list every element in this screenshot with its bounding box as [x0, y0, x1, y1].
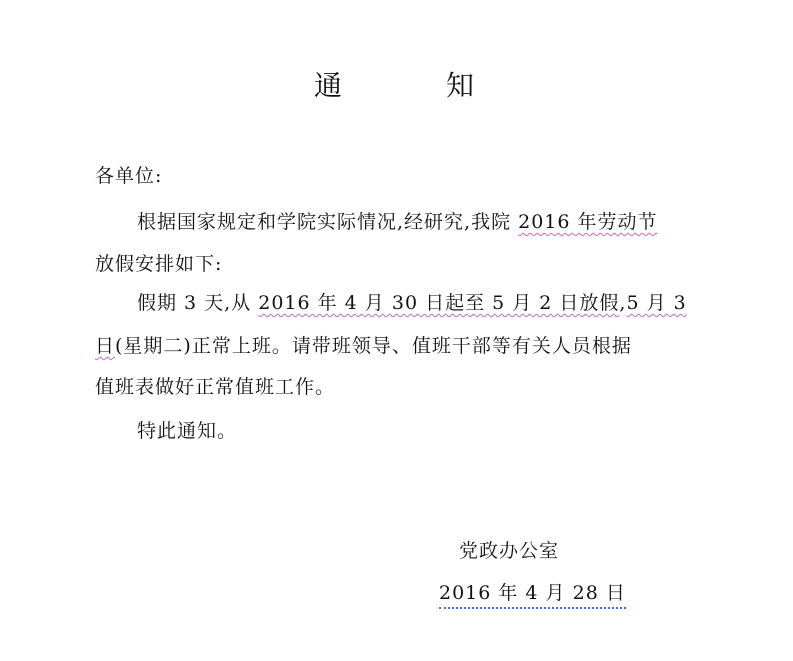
paragraph-1-line-2: 放假安排如下: [95, 253, 223, 275]
signature-office: 党政办公室 [459, 540, 560, 562]
paragraph-1-line-1 [137, 209, 658, 235]
salutation: 各单位: [95, 165, 163, 187]
title-char-1: 通 [314, 69, 343, 102]
p1-line1-text: 根据国家规定和学院实际情况,经研究,我院 [137, 211, 519, 233]
p2-return-date: 5 月 3 [626, 292, 687, 314]
p2-line1-text: 假期 3 天,从 [137, 292, 259, 314]
p2-line2-text: (星期二)正常上班。请带班领导、值班干部等有关人员根据 [115, 335, 632, 357]
paragraph-2-line-3: 值班表做好正常值班工作。 [95, 376, 336, 398]
p1-year-holiday: 2016 年劳动节 [518, 211, 658, 233]
document-title [0, 66, 793, 106]
p2-comma: , [619, 292, 627, 314]
title-char-2: 知 [446, 69, 475, 102]
paragraph-3: 特此通知。 [137, 420, 238, 442]
paragraph-2-line-2 [95, 333, 632, 359]
p2-day-char: 日 [95, 335, 116, 357]
paragraph-2-line-1 [137, 290, 687, 316]
signature-date-line [439, 580, 626, 606]
p2-holiday-dates: 2016 年 4 月 30 日起至 5 月 2 日放假 [258, 292, 620, 314]
signature-date: 2016 年 4 月 28 日 [439, 580, 626, 609]
